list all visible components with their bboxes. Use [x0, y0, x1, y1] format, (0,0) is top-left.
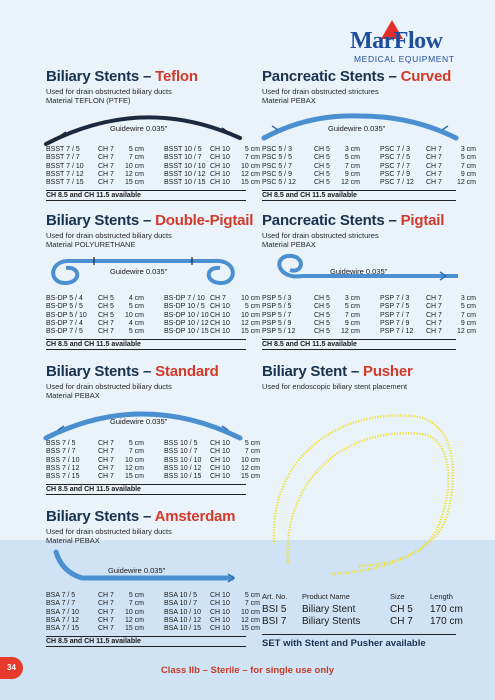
header-size: Size [390, 592, 405, 601]
table-cell: BSA 10 / 12 [164, 616, 201, 624]
footer-text: Class IIb – Sterile – for single use only [160, 665, 335, 676]
section-material: Material PEBAX [262, 240, 316, 249]
table-cell: CH 10 [210, 616, 230, 624]
table-cell: BSST 7 / 10 [46, 162, 84, 170]
section-material: Material PEBAX [46, 391, 100, 400]
table-cell: BS-DP 10 / 10 [164, 311, 209, 319]
table-cell: CH 10 [210, 608, 230, 616]
table-cell: CH 5 [314, 295, 330, 302]
table-cell: BS-DP 10 / 5 [164, 303, 205, 311]
table-cell: CH 7 [390, 616, 413, 627]
table-row [46, 146, 260, 154]
table-cell: CH 7 [98, 319, 114, 327]
table-cell: 5 cm [128, 303, 144, 311]
table-cell: 15 cm [124, 625, 144, 633]
table-cell: BSS 10 / 7 [164, 448, 198, 456]
table-cell: PSC 5 / 5 [262, 154, 292, 162]
table-cell: CH 7 [98, 600, 114, 608]
table-cell: CH 7 [426, 295, 442, 302]
table-cell: 5 cm [128, 440, 144, 447]
section-pancreatic-pigtail [262, 212, 444, 249]
table-cell: 7 cm [128, 448, 144, 456]
table-cell: 5 cm [244, 440, 260, 447]
table-cell: CH 7 [98, 592, 114, 599]
section-amsterdam [46, 508, 235, 545]
table-cell: PSP 5 / 9 [262, 319, 292, 327]
table-cell: CH 5 [314, 328, 330, 336]
amsterdam-spec-table [46, 592, 260, 633]
table-cell: Biliary Stents [302, 616, 361, 627]
page-number: 34 [0, 657, 23, 679]
table-cell: BSS 7 / 5 [46, 440, 76, 447]
table-cell: 9 cm [344, 170, 360, 178]
table-cell: CH 10 [210, 303, 230, 311]
table-cell: CH 10 [210, 311, 230, 319]
table-cell: 10 cm [124, 311, 144, 319]
table-cell: CH 5 [98, 295, 114, 302]
table-cell: CH 10 [210, 146, 230, 153]
table-cell: PSP 7 / 7 [380, 311, 410, 319]
table-cell: BSI 7 [262, 616, 287, 627]
table-cell: 10 cm [240, 295, 260, 302]
table-cell: CH 7 [98, 448, 114, 456]
table-cell: 10 cm [124, 608, 144, 616]
table-cell: BSS 7 / 7 [46, 448, 76, 456]
table-cell: BSA 10 / 15 [164, 625, 201, 633]
table-cell: BSA 7 / 10 [46, 608, 80, 616]
table-cell: BSA 7 / 5 [46, 592, 76, 599]
table-cell: 15 cm [240, 179, 260, 187]
table-cell: 10 cm [124, 456, 144, 464]
table-cell: 12 cm [124, 464, 144, 472]
table-cell: BSST 10 / 5 [164, 146, 202, 153]
table-row [46, 448, 260, 456]
table-cell: CH 10 [210, 328, 230, 336]
table-cell: CH 5 [390, 604, 413, 615]
table-row [262, 295, 476, 303]
table-cell: CH 10 [210, 319, 230, 327]
section-material: Material TEFLON (PTFE) [46, 96, 131, 105]
table-cell: BSA 7 / 12 [46, 616, 80, 624]
table-cell: BSST 10 / 7 [164, 154, 202, 162]
section-title: Biliary Stents – Teflon [46, 68, 198, 85]
table-cell: 15 cm [124, 473, 144, 481]
table-row [46, 609, 260, 617]
table-cell: PSC 5 / 12 [262, 179, 296, 187]
table-row [46, 312, 260, 320]
table-cell: 3 cm [460, 295, 476, 302]
table-cell: 4 cm [128, 295, 144, 302]
section-curved [262, 68, 451, 105]
table-cell: CH 5 [314, 311, 330, 319]
table-cell: BSS 10 / 5 [164, 440, 198, 447]
table-cell: BS-DP 10 / 15 [164, 328, 209, 336]
table-cell: BS-DP 5 / 5 [46, 303, 83, 311]
pusher-product-table [262, 592, 470, 628]
table-cell: BSST 10 / 15 [164, 179, 206, 187]
table-cell: BS-DP 10 / 12 [164, 319, 209, 327]
table-cell: CH 5 [314, 146, 330, 153]
table-cell: CH 7 [426, 319, 442, 327]
table-cell: PSP 7 / 5 [380, 303, 410, 311]
table-cell: 5 cm [128, 328, 144, 336]
standard-note: CH 8.5 and CH 11.5 available [46, 484, 246, 495]
section-title: Biliary Stent – Pusher [262, 363, 413, 380]
table-cell: 5 cm [460, 154, 476, 162]
table-cell: CH 10 [210, 170, 230, 178]
table-cell: CH 10 [210, 162, 230, 170]
amsterdam-note: CH 8.5 and CH 11.5 available [46, 636, 246, 647]
table-cell: 15 cm [240, 328, 260, 336]
table-cell: BSST 7 / 15 [46, 179, 84, 187]
table-cell: CH 7 [98, 328, 114, 336]
table-cell: PSC 7 / 5 [380, 154, 410, 162]
section-description: Used for drain obstructed biliary ducts [46, 87, 172, 96]
table-cell: BS-DP 5 / 4 [46, 295, 83, 302]
curved-spec-table [262, 146, 476, 187]
table-cell: 10 cm [240, 311, 260, 319]
table-cell: PSP 5 / 12 [262, 328, 296, 336]
section-title: Pancreatic Stents – Pigtail [262, 212, 445, 229]
table-row [46, 303, 260, 311]
table-cell: BSS 7 / 10 [46, 456, 80, 464]
table-cell: PSC 7 / 9 [380, 170, 410, 178]
table-cell: 10 cm [240, 456, 260, 464]
curved-guidewire-label: Guidewire 0.035" [328, 124, 386, 133]
table-cell: BSST 7 / 7 [46, 154, 80, 162]
table-cell: PSP 5 / 3 [262, 295, 292, 302]
table-cell: 7 cm [460, 311, 476, 319]
logo-wordmark: MarFlow [350, 28, 443, 54]
pancreatic-pigtail-guidewire-label: Guidewire 0.035" [330, 267, 388, 276]
table-cell: 12 cm [240, 319, 260, 327]
table-row [46, 592, 260, 600]
table-row [46, 154, 260, 162]
table-cell: 5 cm [128, 146, 144, 153]
table-cell: 12 cm [456, 328, 476, 336]
table-cell: 7 cm [128, 600, 144, 608]
table-row [262, 604, 470, 616]
table-cell: PSC 7 / 3 [380, 146, 410, 153]
standard-guidewire-label: Guidewire 0.035" [110, 417, 168, 426]
table-cell: 9 cm [460, 170, 476, 178]
table-row [262, 320, 476, 328]
double-pigtail-spec-table [46, 295, 260, 336]
table-cell: CH 7 [98, 473, 114, 481]
table-cell: 5 cm [128, 592, 144, 599]
table-cell: PSP 5 / 7 [262, 311, 292, 319]
table-row [262, 171, 476, 179]
table-cell: BSA 7 / 15 [46, 625, 80, 633]
table-cell: CH 5 [314, 170, 330, 178]
table-cell: 12 cm [240, 170, 260, 178]
table-cell: 5 cm [244, 146, 260, 153]
table-cell: PSC 7 / 7 [380, 162, 410, 170]
section-double-pigtail [46, 212, 253, 249]
marflow-logo [344, 20, 472, 66]
table-cell: 10 cm [124, 162, 144, 170]
table-cell: 7 cm [344, 311, 360, 319]
table-cell: 7 cm [244, 448, 260, 456]
table-cell: 9 cm [460, 319, 476, 327]
teflon-spec-table [46, 146, 260, 187]
table-cell: CH 7 [98, 146, 114, 153]
table-row [262, 179, 476, 187]
table-cell: CH 7 [98, 154, 114, 162]
table-cell: CH 7 [426, 303, 442, 311]
table-cell: CH 10 [210, 440, 230, 447]
table-cell: 12 cm [124, 616, 144, 624]
table-cell: PSP 7 / 9 [380, 319, 410, 327]
table-cell: Biliary Stent [302, 604, 356, 615]
table-cell: 12 cm [456, 179, 476, 187]
table-cell: 12 cm [240, 616, 260, 624]
table-cell: CH 10 [210, 473, 230, 481]
table-cell: CH 7 [426, 162, 442, 170]
header-product-name: Product Name [302, 592, 350, 601]
table-cell: CH 10 [210, 600, 230, 608]
table-cell: PSP 5 / 5 [262, 303, 292, 311]
pusher-image [262, 392, 462, 582]
table-cell: 170 cm [430, 616, 463, 627]
table-cell: 4 cm [128, 319, 144, 327]
table-cell: BSST 7 / 12 [46, 170, 84, 178]
table-row [46, 171, 260, 179]
table-cell: CH 5 [314, 154, 330, 162]
table-cell: BS-DP 5 / 10 [46, 311, 87, 319]
section-pusher [262, 363, 413, 391]
table-cell: 15 cm [240, 625, 260, 633]
table-cell: CH 7 [426, 170, 442, 178]
section-title: Pancreatic Stents – Curved [262, 68, 452, 85]
table-cell: BS-DP 7 / 4 [46, 319, 83, 327]
table-cell: BSS 7 / 15 [46, 473, 80, 481]
table-cell: 3 cm [344, 146, 360, 153]
table-row [262, 328, 476, 336]
table-cell: BSS 10 / 10 [164, 456, 202, 464]
table-cell: CH 10 [210, 464, 230, 472]
table-row [46, 600, 260, 608]
pancreatic-pigtail-spec-table [262, 295, 476, 336]
section-material: Material POLYURETHANE [46, 240, 136, 249]
table-cell: BSS 10 / 15 [164, 473, 202, 481]
curved-note: CH 8.5 and CH 11.5 available [262, 190, 456, 201]
table-cell: BSI 5 [262, 604, 287, 615]
table-cell: 12 cm [340, 328, 360, 336]
table-row [46, 328, 260, 336]
table-cell: 9 cm [344, 319, 360, 327]
table-row [46, 465, 260, 473]
table-cell: PSC 5 / 7 [262, 162, 292, 170]
table-row [262, 163, 476, 171]
table-cell: PSP 7 / 3 [380, 295, 410, 302]
double-pigtail-guidewire-label: Guidewire 0.035" [110, 267, 168, 276]
table-cell: CH 10 [210, 448, 230, 456]
table-cell: BSA 10 / 10 [164, 608, 201, 616]
section-description: Used for drain obstructed strictures [262, 87, 379, 96]
table-cell: 170 cm [430, 604, 463, 615]
section-title: Biliary Stents – Standard [46, 363, 219, 380]
table-cell: 7 cm [344, 162, 360, 170]
table-cell: CH 7 [98, 464, 114, 472]
table-cell: CH 7 [98, 616, 114, 624]
table-row [262, 616, 470, 628]
table-cell: CH 5 [314, 162, 330, 170]
table-cell: 5 cm [344, 303, 360, 311]
table-row [46, 617, 260, 625]
table-row [46, 320, 260, 328]
section-description: Used for drain obstructed biliary ducts [46, 231, 172, 240]
table-cell: 7 cm [460, 162, 476, 170]
table-cell: 5 cm [244, 303, 260, 311]
header-length: Length [430, 592, 453, 601]
table-row [262, 303, 476, 311]
table-row [46, 163, 260, 171]
section-description: Used for drain obstructed biliary ducts [46, 527, 172, 536]
teflon-guidewire-label: Guidewire 0.035" [110, 124, 168, 133]
table-cell: CH 7 [426, 146, 442, 153]
table-cell: 12 cm [124, 170, 144, 178]
amsterdam-guidewire-label: Guidewire 0.035" [108, 566, 166, 575]
table-row [262, 154, 476, 162]
pancreatic-pigtail-note: CH 8.5 and CH 11.5 available [262, 339, 456, 350]
section-title: Biliary Stents – Double-Pigtail [46, 212, 254, 229]
table-cell: BSA 7 / 7 [46, 600, 76, 608]
table-cell: CH 5 [314, 319, 330, 327]
table-cell: BS-DP 7 / 10 [164, 295, 205, 302]
table-cell: CH 5 [314, 179, 330, 187]
table-cell: BSST 10 / 12 [164, 170, 206, 178]
table-cell: PSC 5 / 3 [262, 146, 292, 153]
table-cell: BSST 7 / 5 [46, 146, 80, 153]
table-cell: 12 cm [340, 179, 360, 187]
table-cell: 5 cm [460, 303, 476, 311]
table-cell: 12 cm [240, 464, 260, 472]
table-cell: CH 5 [314, 303, 330, 311]
table-cell: PSC 7 / 12 [380, 179, 414, 187]
table-cell: CH 10 [210, 179, 230, 187]
standard-spec-table [46, 440, 260, 481]
table-cell: CH 10 [210, 456, 230, 464]
section-material: Material PEBAX [46, 536, 100, 545]
table-cell: BSS 10 / 12 [164, 464, 202, 472]
section-material: Material PEBAX [262, 96, 316, 105]
table-cell: 7 cm [128, 154, 144, 162]
table-cell: CH 5 [98, 311, 114, 319]
table-cell: 7 cm [244, 154, 260, 162]
table-row [46, 473, 260, 481]
header-art-no: Art. No. [262, 592, 288, 601]
table-cell: CH 10 [210, 625, 230, 633]
section-teflon [46, 68, 198, 105]
table-cell: CH 7 [98, 179, 114, 187]
table-cell: CH 7 [426, 154, 442, 162]
pusher-table-header [262, 592, 470, 604]
table-cell: BS-DP 7 / 5 [46, 328, 83, 336]
table-cell: PSC 5 / 9 [262, 170, 292, 178]
table-row [46, 440, 260, 448]
table-cell: CH 7 [98, 170, 114, 178]
table-cell: BSA 10 / 7 [164, 600, 198, 608]
table-cell: 5 cm [244, 592, 260, 599]
table-cell: CH 7 [426, 328, 442, 336]
pusher-set-note: SET with Stent and Pusher available [262, 634, 456, 649]
table-cell: 10 cm [240, 162, 260, 170]
table-cell: BSS 7 / 12 [46, 464, 80, 472]
table-cell: 3 cm [460, 146, 476, 153]
table-cell: CH 7 [98, 456, 114, 464]
table-cell: BSST 10 / 10 [164, 162, 206, 170]
table-cell: 7 cm [244, 600, 260, 608]
table-cell: 10 cm [240, 608, 260, 616]
table-cell: CH 5 [98, 303, 114, 311]
table-cell: CH 7 [98, 440, 114, 447]
table-cell: 15 cm [240, 473, 260, 481]
section-title: Biliary Stents – Amsterdam [46, 508, 236, 525]
double-pigtail-note: CH 8.5 and CH 11.5 available [46, 339, 246, 350]
table-cell: CH 7 [98, 162, 114, 170]
table-cell: CH 7 [98, 608, 114, 616]
table-cell: CH 7 [426, 179, 442, 187]
table-row [46, 179, 260, 187]
table-cell: 5 cm [344, 154, 360, 162]
table-cell: BSA 10 / 5 [164, 592, 198, 599]
table-row [262, 312, 476, 320]
table-row [46, 457, 260, 465]
table-row [46, 625, 260, 633]
section-description: Used for drain obstructed strictures [262, 231, 379, 240]
table-cell: CH 10 [210, 154, 230, 162]
table-cell: CH 7 [98, 625, 114, 633]
table-cell: 3 cm [344, 295, 360, 302]
table-cell: PSP 7 / 12 [380, 328, 414, 336]
table-cell: CH 7 [426, 311, 442, 319]
table-cell: CH 10 [210, 592, 230, 599]
table-cell: 15 cm [124, 179, 144, 187]
teflon-note: CH 8.5 and CH 11.5 available [46, 190, 246, 201]
section-standard [46, 363, 219, 400]
table-row [46, 295, 260, 303]
logo-subtitle: MEDICAL EQUIPMENT [354, 54, 455, 64]
table-cell: CH 7 [210, 295, 226, 302]
section-description: Used for drain obstructed biliary ducts [46, 382, 172, 391]
section-description: Used for endoscopic biliary stent placement [262, 382, 408, 391]
table-row [262, 146, 476, 154]
